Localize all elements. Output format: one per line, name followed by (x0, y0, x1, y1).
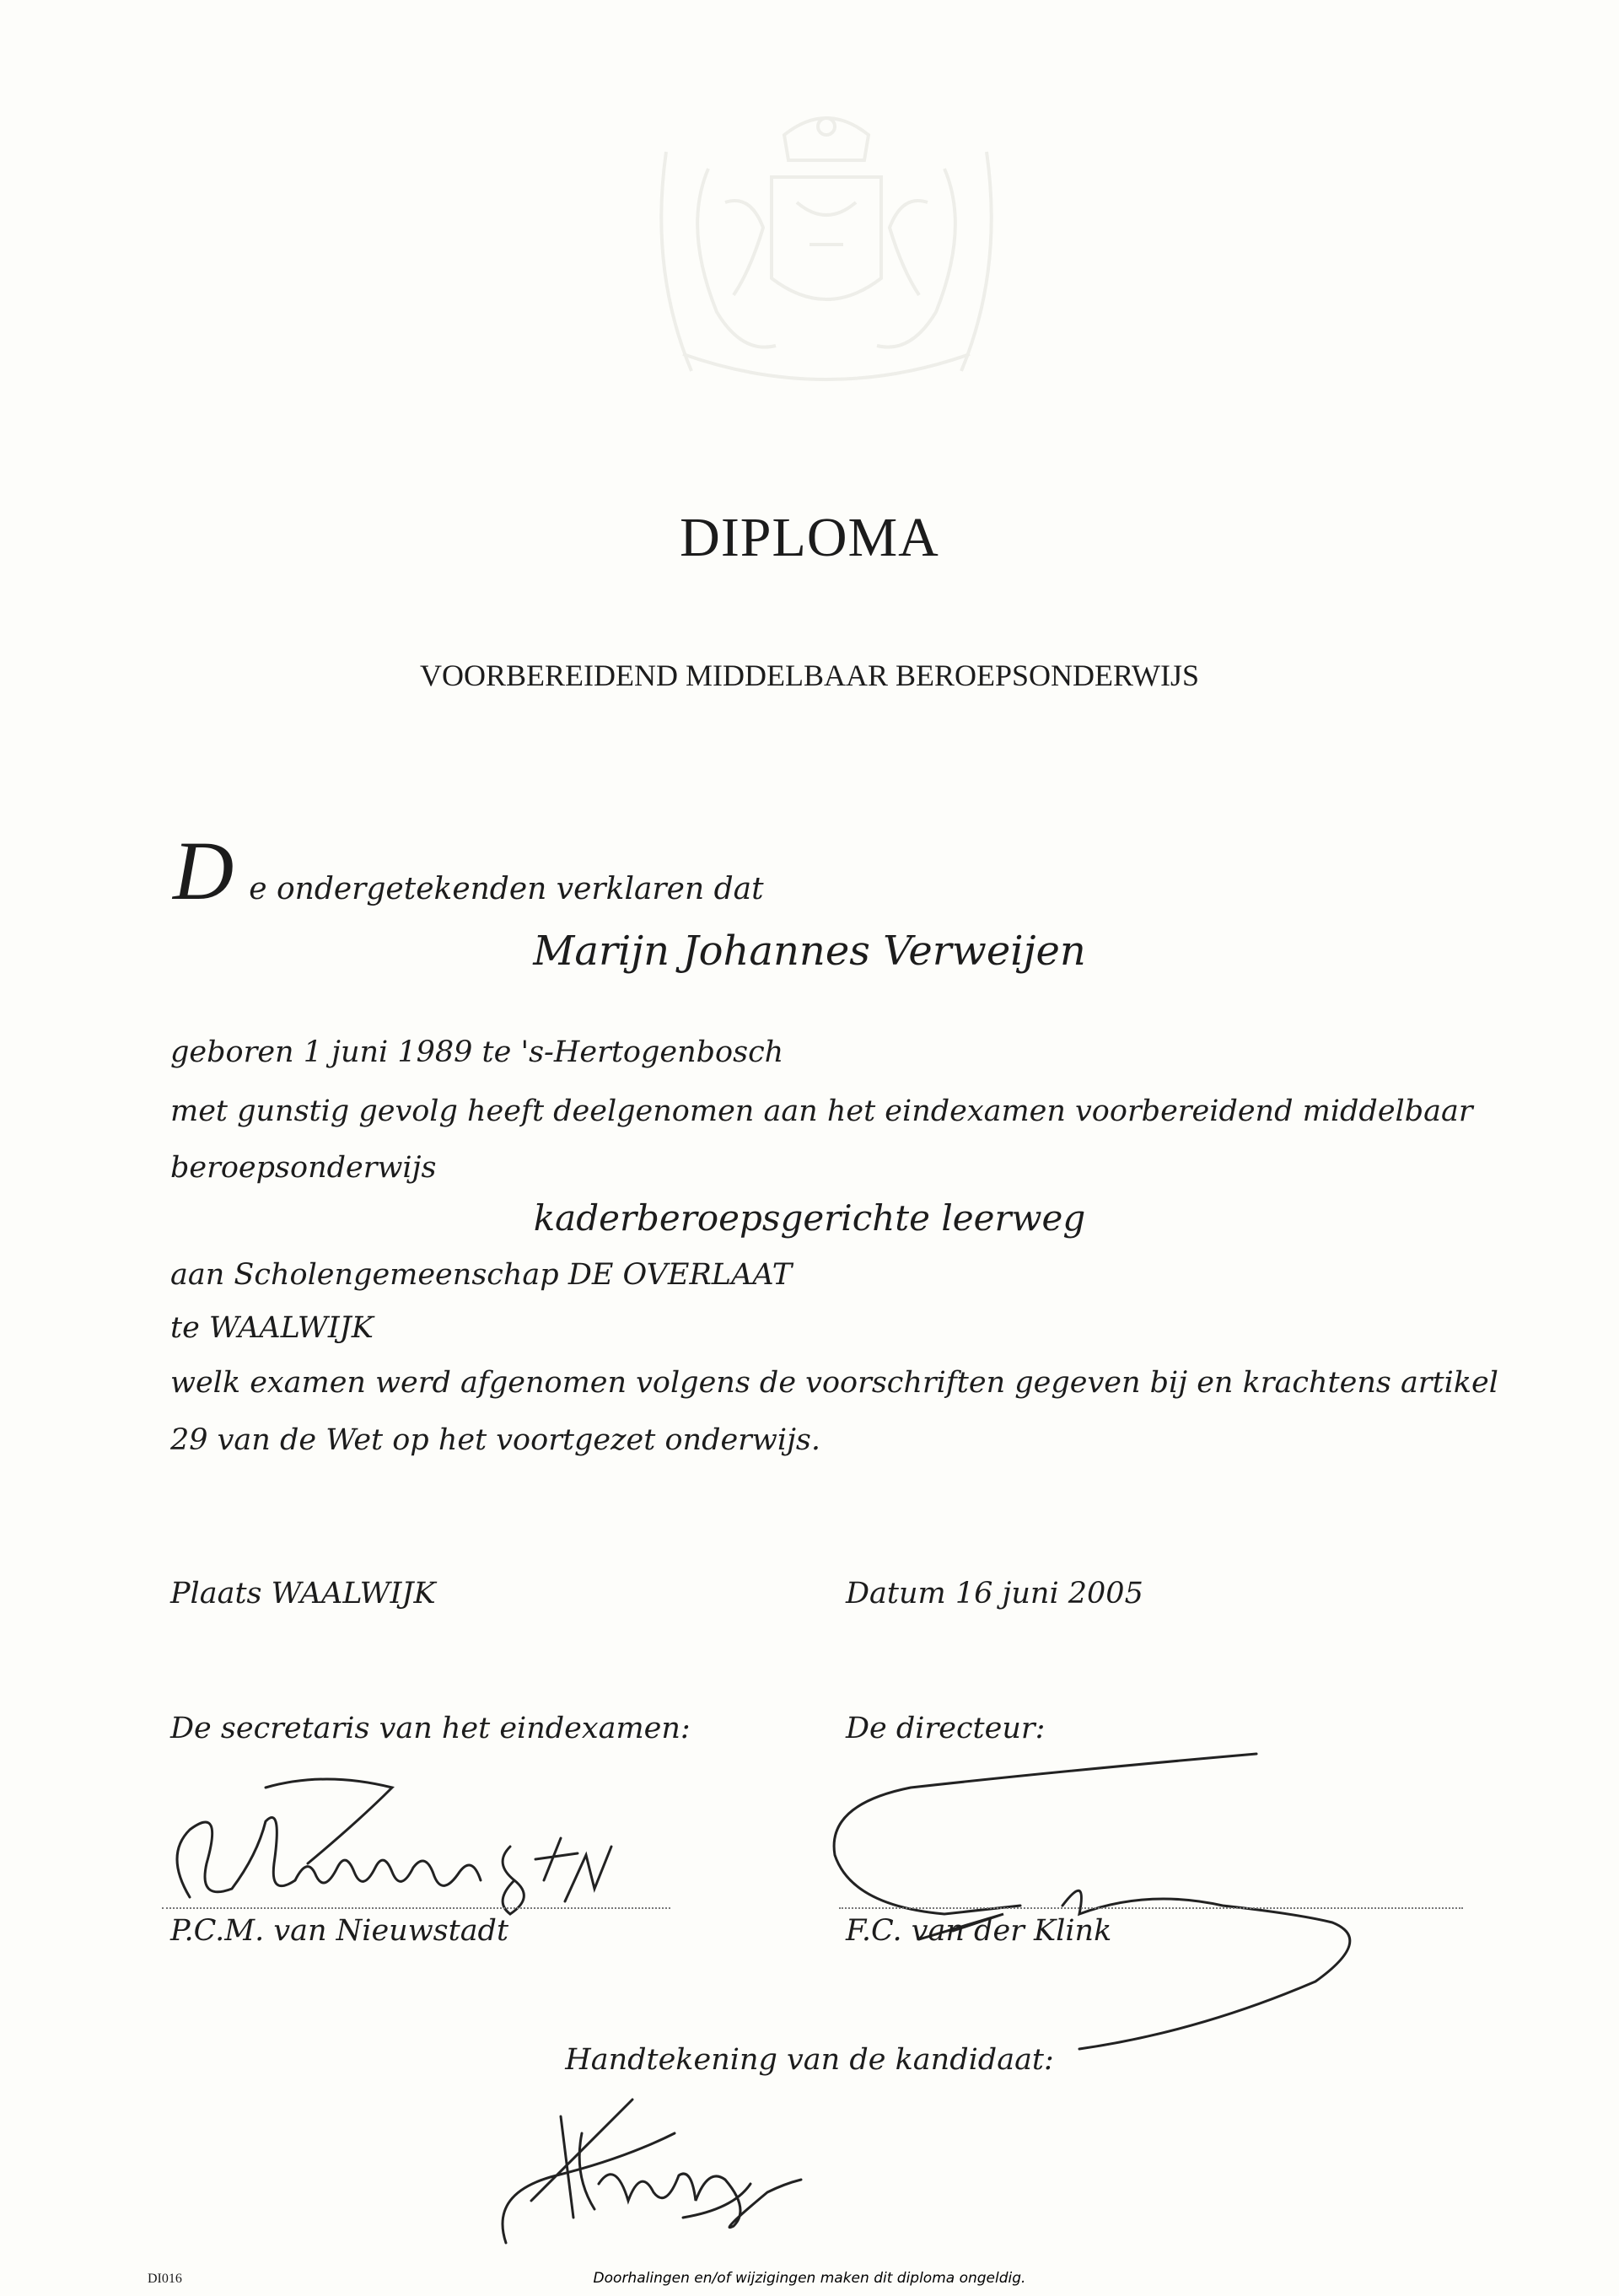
place: Plaats WAALWIJK (170, 1577, 436, 1610)
secretary-signature-line (162, 1907, 670, 1909)
city-line: te WAALWIJK (170, 1311, 374, 1345)
secretary-name: P.C.M. van Nieuwstadt (170, 1914, 509, 1948)
result-line-1: met gunstig gevolg heeft deelgenomen aan het eindexamen voorbereidend middelbaar (170, 1094, 1473, 1128)
secretary-signature (139, 1754, 679, 1922)
candidate-signature (481, 2083, 835, 2260)
school-line: aan Scholengemeenschap DE OVERLAAT (170, 1258, 793, 1292)
director-signature-line (839, 1907, 1463, 1909)
intro-sentence (173, 822, 764, 919)
candidate-signature-label: Handtekening van de kandidaat: (565, 2043, 1054, 2077)
diploma-subtitle: VOORBEREIDEND MIDDELBAAR BEROEPSONDERWIJS (419, 659, 1200, 692)
regulation-line-1: welk examen werd afgenomen volgens de voorschriften gegeven bij en krachtens artikel (170, 1366, 1498, 1400)
secretary-label: De secretaris van het eindexamen: (170, 1712, 691, 1745)
result-line-2: beroepsonderwijs (170, 1151, 437, 1185)
candidate-name: Marijn Johannes Verweijen (533, 928, 1086, 975)
coat-of-arms-emboss-icon (616, 101, 1037, 422)
validity-notice: Doorhalingen en/of wijzigingen maken dit diploma ongeldig. (593, 2270, 1026, 2287)
intro-text: e ondergetekenden verklaren dat (249, 872, 764, 906)
director-signature (810, 1737, 1417, 2057)
intro-initial: D (173, 824, 234, 917)
date: Datum 16 juni 2005 (846, 1577, 1143, 1610)
director-name: F.C. van der Klink (846, 1914, 1112, 1948)
birth-line: geboren 1 juni 1989 te 's-Hertogenbosch (170, 1035, 784, 1069)
director-label: De directeur: (846, 1712, 1046, 1745)
diploma-title: DIPLOMA (680, 507, 939, 568)
regulation-line-2: 29 van de Wet op het voortgezet onderwijs. (170, 1423, 821, 1457)
track-name: kaderberoepsgerichte leerweg (533, 1197, 1086, 1239)
form-code: DI016 (148, 2272, 182, 2286)
